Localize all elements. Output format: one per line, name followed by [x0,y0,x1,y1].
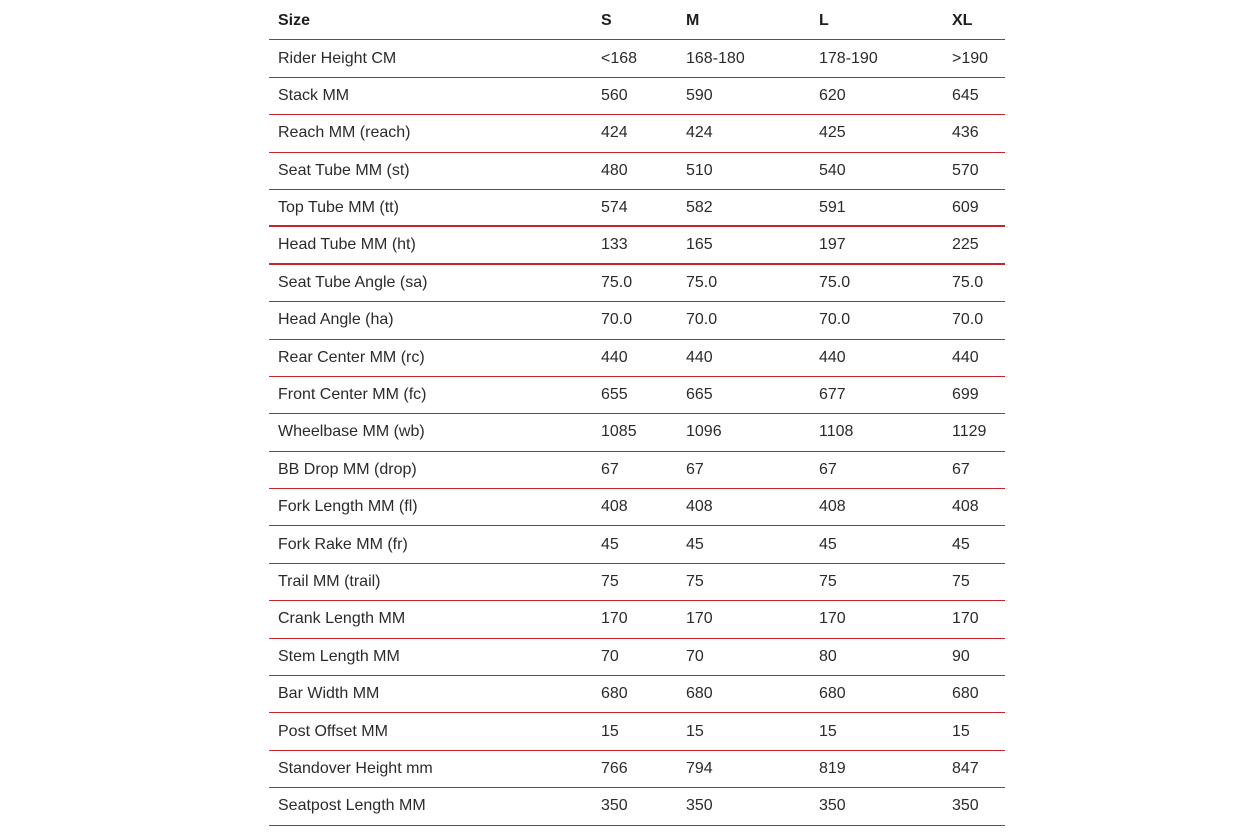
cell-value: 1096 [686,423,722,441]
cell-value: 665 [686,386,713,404]
table-row [269,526,1005,563]
row-label: BB Drop MM (drop) [278,460,417,478]
cell-value: 699 [952,386,979,404]
cell-value: 75.0 [952,273,984,291]
table-row [269,639,1005,676]
cell-value: 70.0 [601,311,633,329]
header-size: Size [278,12,311,30]
cell-value: 165 [686,236,713,254]
cell-value: >190 [952,49,989,67]
cell-value: 75.0 [819,273,851,291]
cell-value: 67 [601,460,619,478]
cell-value: 350 [819,797,846,815]
table-row [269,601,1005,638]
table-row [269,340,1005,377]
cell-value: 45 [819,535,837,553]
cell-value: 168-180 [686,49,745,67]
cell-value: 440 [686,348,713,366]
cell-value: 197 [819,236,846,254]
cell-value: 680 [686,685,713,703]
cell-value: 645 [952,86,979,104]
cell-value: 75.0 [601,273,633,291]
row-label: Seatpost Length MM [278,797,426,815]
row-label: Wheelbase MM (wb) [278,423,425,441]
cell-value: 570 [952,161,979,179]
cell-value: 510 [686,161,713,179]
cell-value: 677 [819,386,846,404]
table-row [269,452,1005,489]
row-label: Seat Tube Angle (sa) [278,273,428,291]
table-row [269,676,1005,713]
table-row [269,265,1005,302]
cell-value: 1108 [819,423,854,441]
table-header-row [269,3,1005,40]
cell-value: 847 [952,760,979,777]
table-row [269,564,1005,601]
cell-value: 794 [686,760,713,777]
cell-value: 480 [601,161,628,179]
table-row [269,788,1005,825]
cell-value: 408 [601,498,628,516]
cell-value: 591 [819,198,846,216]
cell-value: 408 [819,498,846,516]
table-row [269,153,1005,190]
table-row [269,190,1005,227]
cell-value: 350 [601,797,628,815]
cell-value: 15 [819,722,837,740]
row-label: Head Angle (ha) [278,311,394,329]
cell-value: 170 [952,610,979,628]
cell-value: 15 [686,722,704,740]
cell-value: 1085 [601,423,637,441]
cell-value: 574 [601,198,628,216]
cell-value: 560 [601,86,628,104]
geometry-table [269,3,1005,826]
cell-value: 133 [601,236,628,254]
cell-value: 67 [952,460,970,478]
cell-value: 178-190 [819,49,878,67]
cell-value: 80 [819,647,837,665]
cell-value: 680 [601,685,628,703]
cell-value: 350 [686,797,713,815]
table-row [269,751,1005,788]
row-label: Fork Length MM (fl) [278,498,418,516]
table-row [269,227,1005,264]
cell-value: 680 [819,685,846,703]
cell-value: 408 [686,498,713,516]
cell-value: 590 [686,86,713,104]
header-xl: XL [952,12,973,30]
cell-value: 45 [601,535,619,553]
table-row [269,377,1005,414]
header-m: M [686,12,700,30]
table-row [269,414,1005,451]
row-label: Front Center MM (fc) [278,386,427,404]
table-row [269,489,1005,526]
cell-value: 609 [952,198,979,216]
cell-value: 67 [819,460,837,478]
row-label: Stack MM [278,86,350,104]
table-row [269,78,1005,115]
row-label: Head Tube MM (ht) [278,236,416,254]
cell-value: 70 [601,647,619,665]
row-label: Top Tube MM (tt) [278,198,399,216]
cell-value: 440 [952,348,979,366]
table-row [269,115,1005,152]
cell-value: 90 [952,647,970,665]
row-label: Rear Center MM (rc) [278,348,425,366]
cell-value: 75 [686,573,704,591]
cell-value: 424 [686,124,713,142]
table-row [269,302,1005,339]
cell-value: 440 [819,348,846,366]
cell-value: 436 [952,124,979,142]
cell-value: 75 [952,573,970,591]
cell-value: 45 [952,535,970,553]
row-label: Seat Tube MM (st) [278,161,410,179]
row-label: Trail MM (trail) [278,573,381,591]
row-label: Crank Length MM [278,610,406,628]
cell-value: 75 [819,573,837,591]
cell-value: 425 [819,124,846,142]
cell-value: 766 [601,760,628,777]
cell-value: 680 [952,685,979,703]
cell-value: 540 [819,161,846,179]
table-row [269,40,1005,77]
cell-value: 75 [601,573,619,591]
cell-value: 819 [819,760,846,777]
cell-value: <168 [601,49,638,67]
row-label: Reach MM (reach) [278,124,411,142]
row-label: Stem Length MM [278,647,400,665]
header-l: L [819,12,829,30]
row-label: Standover Height mm [278,760,433,777]
cell-value: 424 [601,124,628,142]
cell-value: 408 [952,498,979,516]
cell-value: 67 [686,460,704,478]
cell-value: 1129 [952,423,987,441]
cell-value: 15 [601,722,619,740]
cell-value: 225 [952,236,979,254]
cell-value: 655 [601,386,628,404]
cell-value: 582 [686,198,713,216]
cell-value: 15 [952,722,970,740]
cell-value: 170 [819,610,846,628]
cell-value: 170 [601,610,628,628]
cell-value: 70.0 [819,311,851,329]
row-label: Fork Rake MM (fr) [278,535,408,553]
table-body [269,40,1005,825]
row-label: Rider Height CM [278,49,397,67]
table-row [269,713,1005,750]
cell-value: 70 [686,647,704,665]
cell-value: 70.0 [952,311,984,329]
row-label: Post Offset MM [278,722,388,740]
cell-value: 45 [686,535,704,553]
header-s: S [601,12,612,30]
cell-value: 440 [601,348,628,366]
row-label: Bar Width MM [278,685,380,703]
cell-value: 620 [819,86,846,104]
cell-value: 350 [952,797,979,815]
cell-value: 70.0 [686,311,718,329]
cell-value: 75.0 [686,273,718,291]
cell-value: 170 [686,610,713,628]
